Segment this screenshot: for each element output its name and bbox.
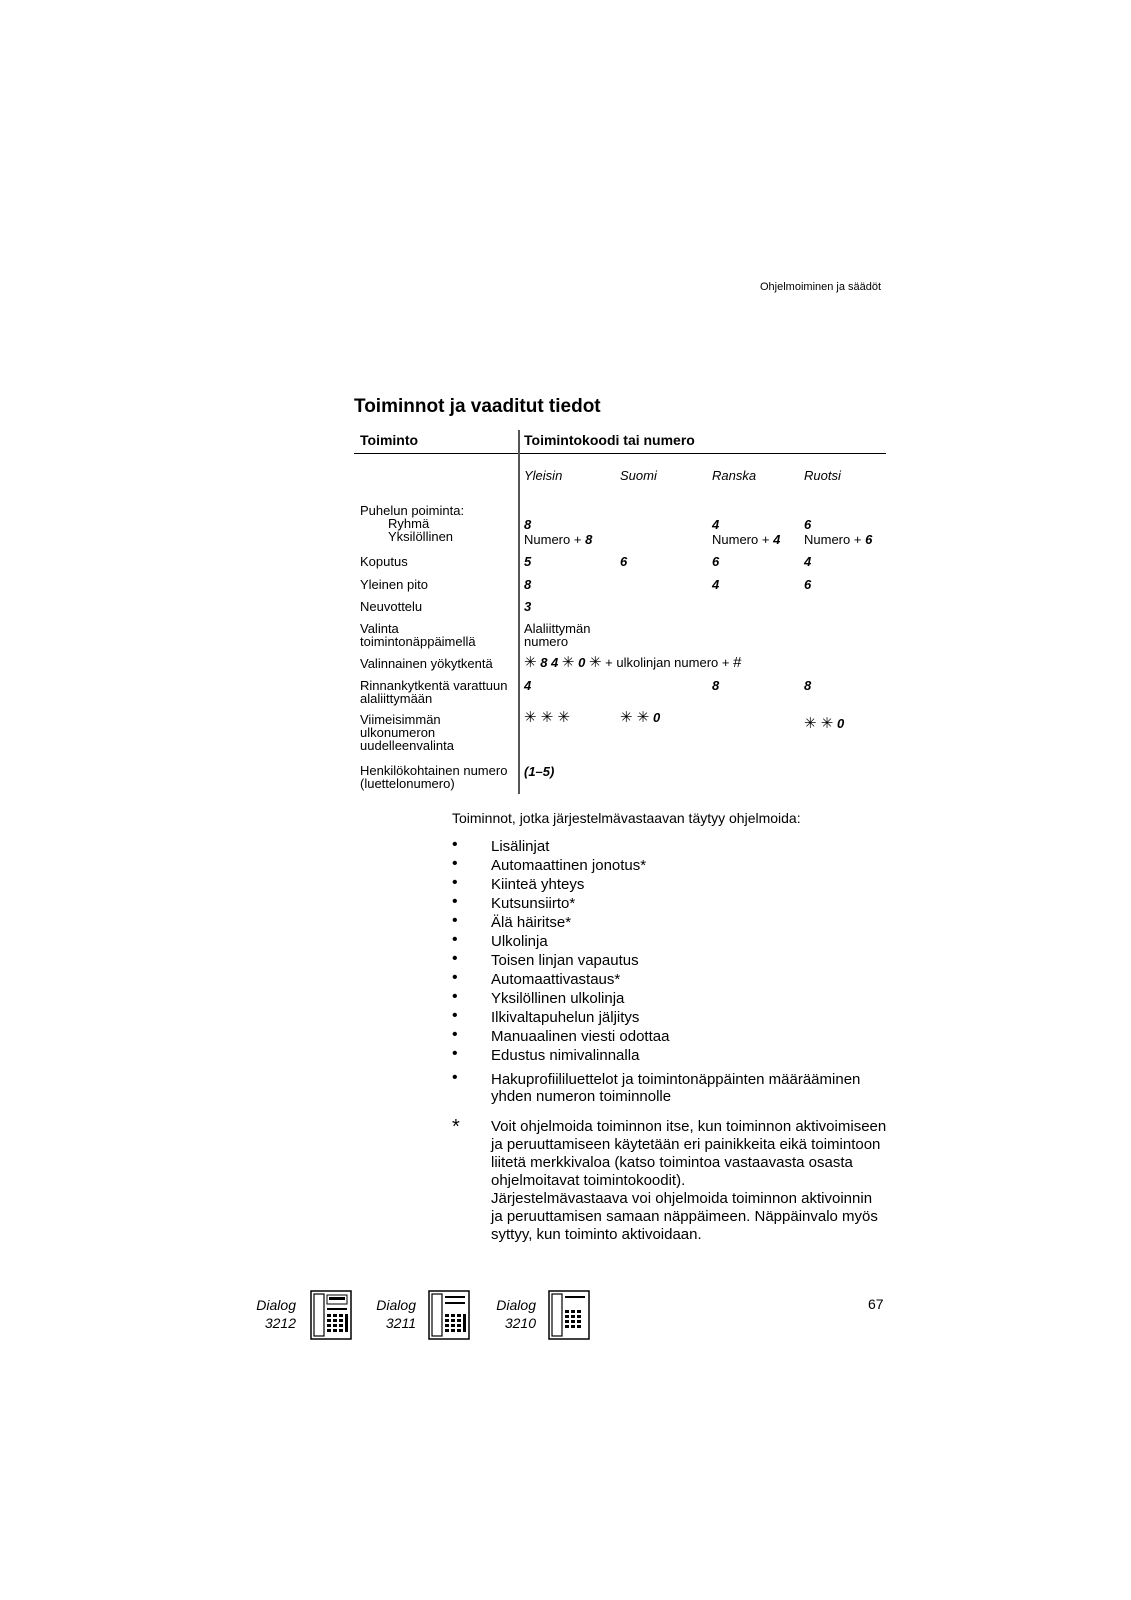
bullet-icon: • [452, 969, 458, 986]
code-digit: 6 [865, 532, 873, 547]
note-line: ja peruuttamisen samaan näppäimeen. Näppäinvalo myös [491, 1208, 878, 1225]
page-number: 67 [868, 1296, 884, 1312]
list-item-text [491, 1071, 860, 1105]
row-label-neuvottelu: Neuvottelu [360, 599, 423, 614]
code-koputus-suomi: 6 [620, 554, 628, 569]
list-item-text: Ilkivaltapuhelun jäljitys [491, 1009, 640, 1026]
row-label-henkilokohtainen-2: (luettelonumero) [360, 776, 455, 791]
code-digit: 0 [652, 710, 661, 725]
code-rinnan-yleisin: 4 [524, 678, 532, 693]
code-group-yleisin: 8 [524, 517, 532, 532]
bullet-icon: • [452, 893, 458, 910]
list-item-text: Automaattinen jonotus* [491, 857, 647, 874]
note-text [491, 1118, 891, 1244]
list-item-text: Toisen linjan vapautus [491, 952, 639, 969]
list-item-line: Hakuprofiililuettelot ja toimintonäppäinten määrääminen [491, 1071, 861, 1088]
phone-icon [310, 1290, 352, 1340]
row-label-pickup-group: Ryhmä [388, 516, 430, 531]
model-number: 3212 [264, 1315, 296, 1331]
star-keys-icon: ✳ ✳ ✳ [524, 709, 571, 726]
section-title: Toiminnot ja vaaditut tiedot [354, 396, 601, 417]
code-koputus-ruotsi: 4 [804, 554, 812, 569]
code-neuvottelu-yleisin: 3 [524, 599, 532, 614]
star-key-icon: ✳ [524, 654, 537, 671]
model-label-3212 [250, 1296, 296, 1332]
star-keys-icon: ✳ ✳ [620, 709, 650, 726]
running-header: Ohjelmoiminen ja säädöt [760, 281, 882, 293]
value-valinta-1: Alaliittymän [524, 621, 591, 636]
column-header-toimintokoodi: Toimintokoodi tai numero [524, 432, 695, 448]
row-label-valinta-1: Valinta [360, 621, 399, 636]
hash-key-icon: # [733, 654, 742, 671]
bullet-icon: • [452, 836, 458, 853]
code-individual-ruotsi [804, 533, 872, 546]
code-individual-ranska [712, 533, 780, 546]
model-name: Dialog [256, 1297, 296, 1313]
code-digit: 8 [585, 532, 593, 547]
row-label-rinnankytkenta-2: alaliittymään [360, 691, 433, 706]
code-rinnan-ruotsi: 8 [804, 678, 812, 693]
star-key-icon: ✳ [561, 654, 575, 671]
code-henkilokohtainen: (1–5) [524, 764, 555, 779]
row-label-valinta-2: toimintonäppäimellä [360, 634, 476, 649]
code-viimeisin-ruotsi [804, 717, 844, 730]
code-pito-yleisin: 8 [524, 577, 532, 592]
list-item-text: Automaattivastaus* [491, 971, 621, 988]
code-rinnan-ranska: 8 [712, 678, 720, 693]
note-line: syttyy, kun toiminto aktivoidaan. [491, 1226, 702, 1243]
code-group-ranska: 4 [712, 517, 720, 532]
phone-icon [548, 1290, 590, 1340]
numero-prefix: Numero + [524, 532, 586, 547]
subheader-ranska: Ranska [712, 468, 757, 483]
intro-text: Toiminnot, jotka järjestelmävastaavan täytyy ohjelmoida: [452, 810, 801, 826]
code-suffix: + ulkolinjan numero + [601, 655, 734, 670]
bullet-icon: • [452, 1026, 458, 1043]
phone-icon [428, 1290, 470, 1340]
code-group-ruotsi: 6 [804, 517, 812, 532]
list-item-text: Yksilöllinen ulkolinja [491, 990, 625, 1007]
code-digits: 8 4 [540, 655, 559, 670]
code-digit: 0 [578, 655, 586, 670]
row-label-yleinen-pito: Yleinen pito [360, 577, 428, 592]
bullet-icon: • [452, 874, 458, 891]
list-item-text: Älä häiritse* [491, 914, 572, 931]
row-label-pickup-individual: Yksilöllinen [388, 529, 454, 544]
row-label-koputus: Koputus [360, 554, 408, 569]
code-viimeisin-yleisin [524, 711, 570, 724]
note-line: ohjelmoitavat toimintokoodit). [491, 1172, 686, 1189]
row-label-henkilokohtainen-1: Henkilökohtainen numero [360, 763, 508, 778]
bullet-icon: • [452, 950, 458, 967]
row-label-yokytkenta: Valinnainen yökytkentä [360, 656, 493, 671]
list-item-text: Manuaalinen viesti odottaa [491, 1028, 670, 1045]
list-item-text: Lisälinjat [491, 838, 550, 855]
code-digit: 0 [836, 716, 845, 731]
model-label-3211 [370, 1296, 416, 1332]
code-viimeisin-suomi [620, 711, 660, 724]
code-digit: 4 [773, 532, 781, 547]
note-line: Järjestelmävastaava voi ohjelmoida toiminnon aktivoinnin [491, 1190, 873, 1207]
bullet-icon: • [452, 912, 458, 929]
bullet-icon: • [452, 1069, 458, 1086]
note-line: liitetä merkkivaloa (katso toimintoa vastaavasta osasta [491, 1154, 853, 1171]
value-valinta-2: numero [524, 634, 569, 649]
column-divider [518, 430, 520, 794]
code-individual-yleisin [524, 533, 592, 546]
row-label-viimeisin-2: ulkonumeron [360, 725, 436, 740]
model-name: Dialog [496, 1297, 536, 1313]
code-koputus-yleisin: 5 [524, 554, 532, 569]
code-pito-ranska: 4 [712, 577, 720, 592]
bullet-icon: • [452, 855, 458, 872]
subheader-ruotsi: Ruotsi [804, 468, 841, 483]
note-asterisk: * [452, 1116, 460, 1138]
list-item-text: Kiinteä yhteys [491, 876, 585, 893]
numero-prefix: Numero + [712, 532, 774, 547]
bullet-icon: • [452, 1045, 458, 1062]
numero-prefix: Numero + [804, 532, 866, 547]
list-item-text: Edustus nimivalinnalla [491, 1047, 640, 1064]
subheader-yleisin: Yleisin [524, 468, 563, 483]
model-name: Dialog [376, 1297, 416, 1313]
list-item-text: Ulkolinja [491, 933, 548, 950]
row-label-rinnankytkenta-1: Rinnankytkentä varattuun [360, 678, 508, 693]
model-number: 3210 [504, 1315, 536, 1331]
list-item-text: Kutsunsiirto* [491, 895, 576, 912]
note-line: ja peruuttamiseen käytetään eri painikkeita eikä toimintoon [491, 1136, 881, 1153]
row-label-viimeisin-3: uudelleenvalinta [360, 738, 454, 753]
code-pito-ruotsi: 6 [804, 577, 812, 592]
model-label-3210 [490, 1296, 536, 1332]
code-yokytkenta [524, 656, 741, 669]
bullet-icon: • [452, 1007, 458, 1024]
bullet-icon: • [452, 931, 458, 948]
note-line: Voit ohjelmoida toiminnon itse, kun toiminnon aktivoimiseen [491, 1118, 887, 1135]
star-key-icon: ✳ [588, 654, 602, 671]
bullet-icon: • [452, 988, 458, 1005]
star-keys-icon: ✳ ✳ [804, 715, 834, 732]
code-koputus-ranska: 6 [712, 554, 720, 569]
row-label-viimeisin-1: Viimeisimmän [360, 712, 441, 727]
column-header-toiminto: Toiminto [360, 432, 419, 448]
subheader-suomi: Suomi [620, 468, 657, 483]
list-item-line: yhden numeron toiminnolle [491, 1088, 672, 1105]
model-number: 3211 [385, 1315, 416, 1331]
header-divider [354, 453, 886, 454]
row-label-pickup: Puhelun poiminta: [360, 503, 465, 518]
